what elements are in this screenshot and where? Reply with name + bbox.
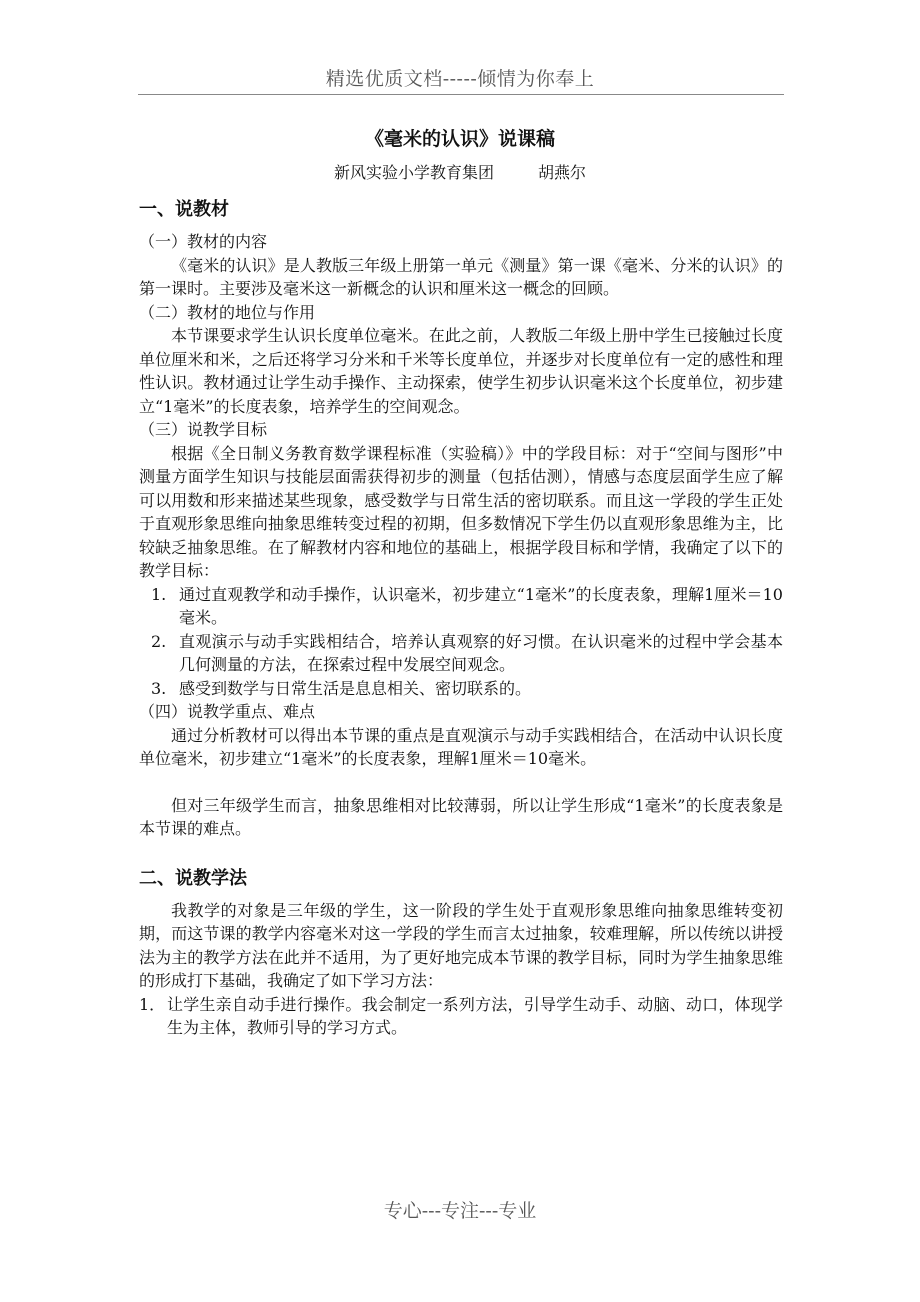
list-item [139, 993, 783, 1040]
list-number: 2. [151, 631, 167, 651]
paragraph-goals: 根据《全日制义务教育数学课程标准（实验稿）》中的学段目标：对于“空间与图形”中测量方面学生知识与技能层面需获得初步的测量（包括估测），情感与态度层面学生应了解可以用数和形来描述某些现象，感受数学与日常生活的密切联系。而且这一学段的学生正处于直观形象思维向抽象思维转变过程的初期，但多数情况下学生仍以直观形象思维为主，比较缺乏抽象思维。在了解教材内容和地位的基础上，根据学段目标和学情，我确定了以下的教学目标： [139, 443, 783, 580]
subsection-heading-content: （一）教材的内容 [139, 232, 268, 251]
spacer [139, 771, 783, 794]
subsection-heading-role: （二）教材的地位与作用 [139, 302, 316, 322]
subsection-heading-keypoints: （四）说教学重点、难点 [139, 702, 316, 721]
paragraph-content: 《毫米的认识》是人教版三年级上册第一单元《测量》第一课《毫米、分米的认识》的第一课时。主要涉及毫米这一新概念的认识和厘米这一概念的回顾。 [139, 255, 783, 298]
list-number: 3. [151, 678, 167, 698]
list-item-text: 感受到数学与日常生活是息息相关、密切联系的。 [179, 678, 532, 698]
list-item [139, 630, 783, 677]
section-heading-textbook: 一、说教材 [139, 199, 229, 220]
paragraph-role: 本节课要求学生认识长度单位毫米。在此之前，人教版二年级上册中学生已接触过长度单位厘米和米，之后还将学习分米和千米等长度单位，并逐步对长度单位有一定的感性和理性认识。教材通过让学生动手操作、主动探索，使学生初步认识毫米这个长度单位，初步建立“1毫米”的长度表象，培养学生的空间观念。 [139, 326, 783, 416]
list-item-text: 让学生亲自动手进行操作。我会制定一系列方法，引导学生动手、动脑、动口，体现学生为主体，教师引导的学习方式。 [167, 994, 783, 1037]
list-item-text: 通过直观教学和动手操作，认识毫米，初步建立“1毫米”的长度表象，理解1厘米＝10毫米。 [179, 584, 783, 627]
list-number: 1． [139, 994, 166, 1014]
byline [0, 160, 920, 183]
school-name: 新风实验小学教育集团 [333, 163, 494, 182]
list-item [139, 677, 783, 701]
list-item [139, 583, 783, 630]
methods-list [139, 993, 783, 1040]
paragraph-methods: 我教学的对象是三年级的学生，这一阶段的学生处于直观形象思维向抽象思维转变初期，而这节课的教学内容毫米对这一学段的学生而言太过抽象，较难理解，所以传统以讲授法为主的教学方法在此并不适用，为了更好地完成本节课的教学目标，同时为学生抽象思维的形成打下基础，我确定了如下学习方法： [139, 900, 783, 990]
list-item-text: 直观演示与动手实践相结合，培养认真观察的好习惯。在认识毫米的过程中学会基本几何测量的方法，在探索过程中发展空间观念。 [179, 631, 783, 674]
list-number: 1. [151, 584, 167, 604]
running-footer: 专心---专注---专业 [383, 1200, 537, 1222]
author-name: 胡燕尔 [538, 163, 587, 182]
document-body [139, 196, 783, 1040]
subsection-heading-goals: （三）说教学目标 [139, 420, 268, 439]
paragraph-keypoints: 通过分析教材可以得出本节课的重点是直观演示与动手实践相结合，在活动中认识长度单位毫米，初步建立“1毫米”的长度表象，理解1厘米＝10毫米。 [139, 725, 783, 768]
goals-list [139, 583, 783, 701]
running-header: 精选优质文档-----倾情为你奉上 [325, 68, 595, 90]
section-heading-methods: 二、说教学法 [139, 867, 247, 889]
header-divider [138, 94, 784, 95]
paragraph-difficulty: 但对三年级学生而言，抽象思维相对比较薄弱，所以让学生形成“1毫米”的长度表象是本节课的难点。 [139, 795, 783, 838]
document-title: 《毫米的认识》说课稿 [364, 128, 555, 150]
